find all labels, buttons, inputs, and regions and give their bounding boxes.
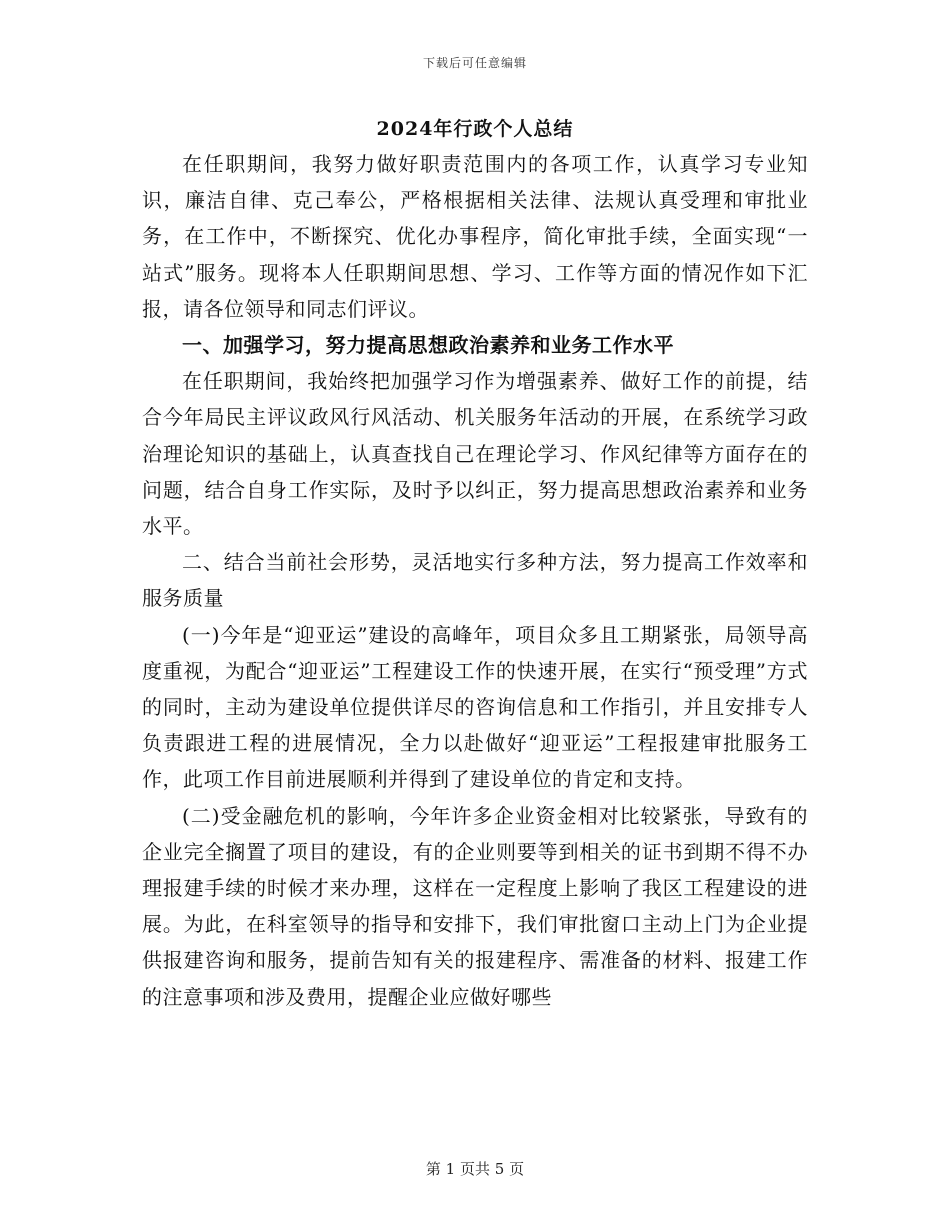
section-heading-1: 一、加强学习，努力提高思想政治素养和业务工作水平 — [182, 333, 674, 358]
paragraph-item-2: (二)受金融危机的影响，今年许多企业资金相对比较紧张，导致有的企业完全搁置了项目的建设，有的企业则要等到相关的证书到期不得不办理报建手续的时候才来办理，这样在一定程度上影响了我区工程建设的进展。为此，在科室领导的指导和安排下，我们审批窗口主动上门为企业提供报建咨询和服务，提前告知有关的报建程序、需准备的材料、报建工作的注意事项和涉及费用，提醒企业应做好哪些 — [142, 803, 808, 1009]
header-note: 下载后可任意编辑 — [422, 56, 527, 70]
section-heading-2: 二、结合当前社会形势，灵活地实行多种方法，努力提高工作效率和服务质量 — [142, 550, 808, 611]
document-title: 2024年行政个人总结 — [376, 118, 574, 140]
paragraph-item-1: (一)今年是“迎亚运”建设的高峰年，项目众多且工期紧张，局领导高度重视，为配合“迎亚运”工程建设工作的快速开展，在实行“预受理”方式的同时，主动为建设单位提供详尽的咨询信息和工作指引，并且安排专人负责跟进工程的进展情况，全力以赴做好“迎亚运”工程报建审批服务工作，此项工作目前进展顺利并得到了建设单位的肯定和支持。 — [142, 622, 808, 792]
page-number: 第 1 页共 5 页 — [425, 1160, 525, 1178]
paragraph-section-1: 在任职期间，我始终把加强学习作为增强素养、做好工作的前提，结合今年局民主评议政风行风活动、机关服务年活动的开展，在系统学习政治理论知识的基础上，认真查找自己在理论学习、作风纪律等方面存在的问题，结合自身工作实际，及时予以纠正，努力提高思想政治素养和业务水平。 — [142, 369, 808, 539]
paragraph-intro: 在任职期间，我努力做好职责范围内的各项工作，认真学习专业知识，廉洁自律、克己奉公，严格根据相关法律、法规认真受理和审批业务，在工作中，不断探究、优化办事程序，简化审批手续，全面实现“一站式”服务。现将本人任职期间思想、学习、工作等方面的情况作如下汇报，请各位领导和同志们评议。 — [142, 152, 808, 321]
document-body — [142, 146, 808, 1015]
